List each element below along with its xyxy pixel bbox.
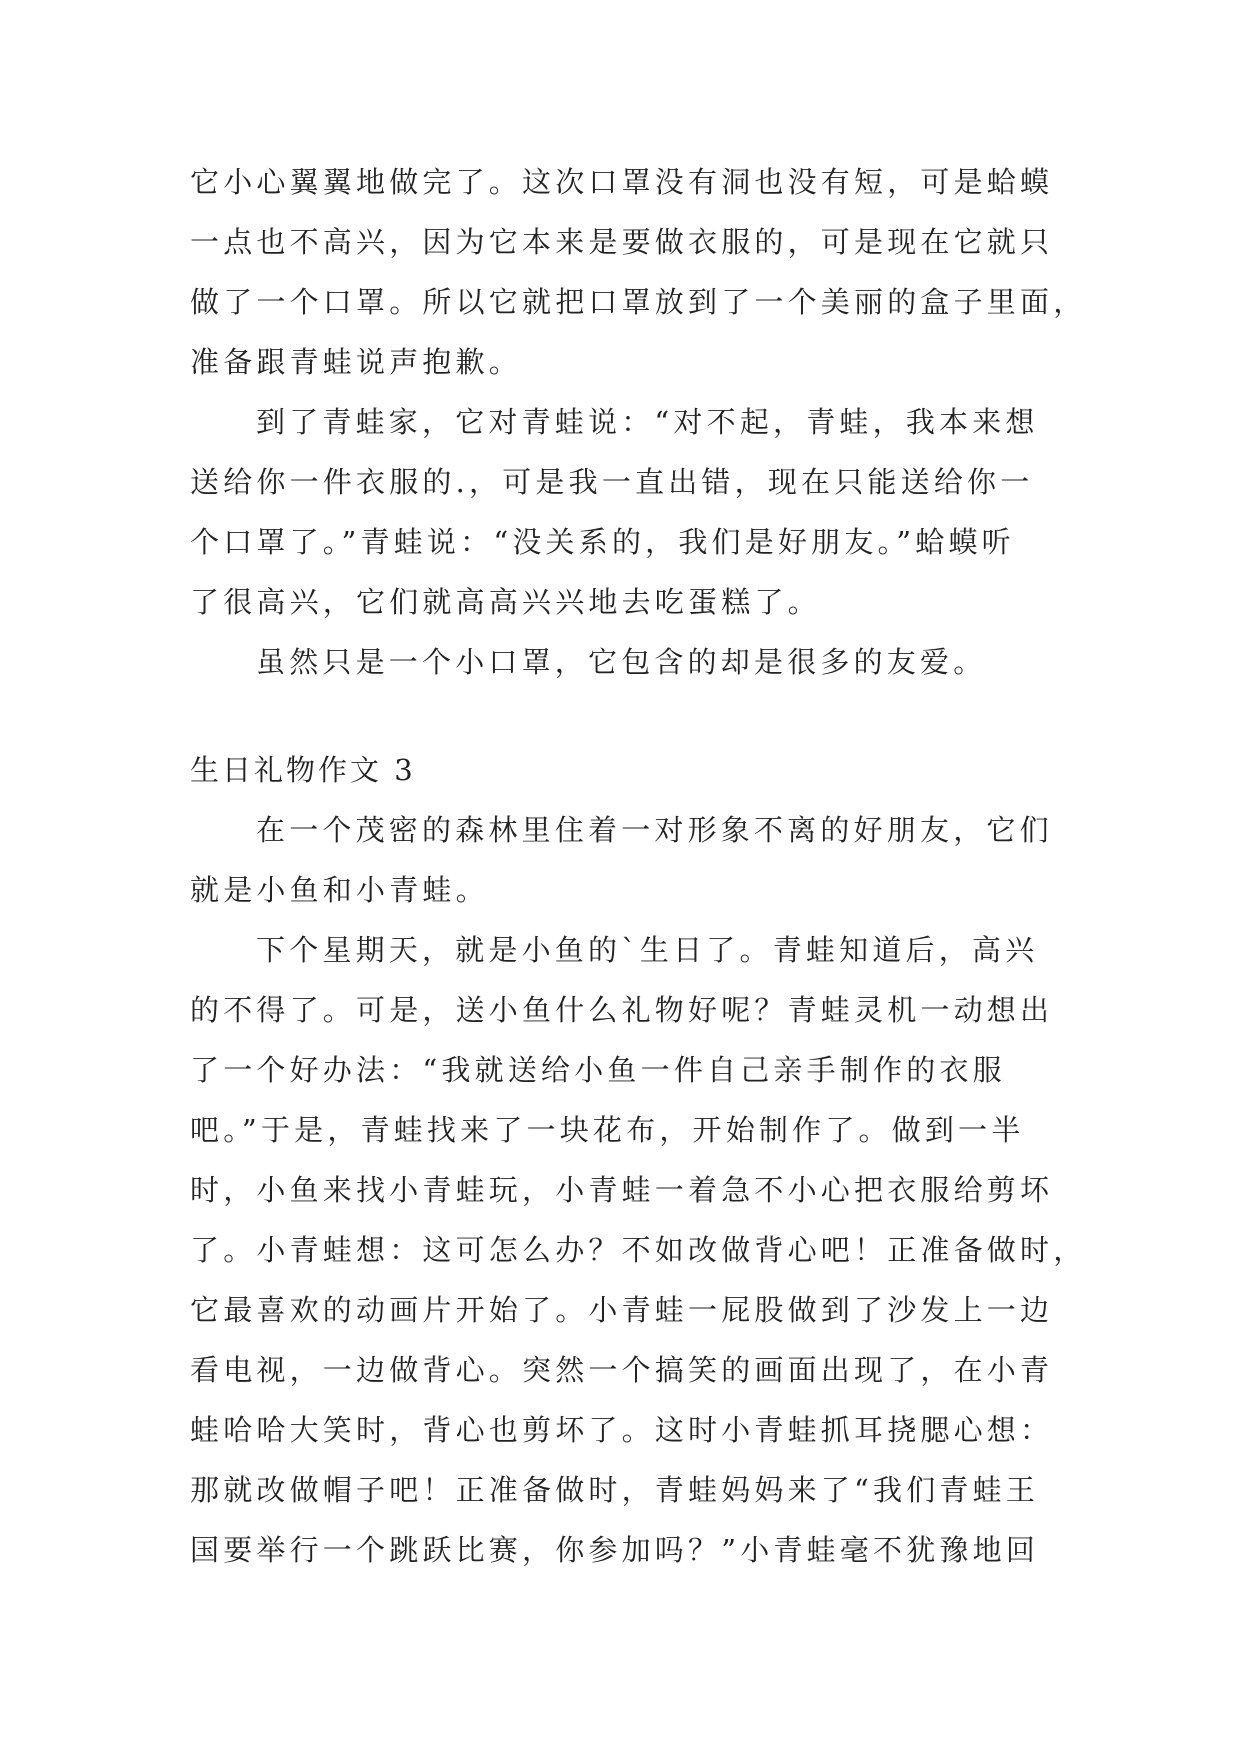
paragraph-line: 个口罩了。”青蛙说：“没关系的，我们是好朋友。”蛤蟆听 xyxy=(190,525,1015,559)
section-heading: 生日礼物作文 3 xyxy=(190,753,416,787)
paragraph-line: 到了青蛙家，它对青蛙说：“对不起，青蛙，我本来想 xyxy=(256,405,1039,439)
paragraph-line: 送给你一件衣服的.，可是我一直出错，现在只能送给你一 xyxy=(190,465,1034,499)
paragraph-line: 在一个茂密的森林里住着一对形象不离的好朋友，它们 xyxy=(256,813,1053,847)
paragraph-line: 时，小鱼来找小青蛙玩，小青蛙一着急不小心把衣服给剪坏 xyxy=(190,1173,1054,1207)
paragraph-line: 了很高兴，它们就高高兴兴地去吃蛋糕了。 xyxy=(190,585,821,619)
paragraph-line: 看电视，一边做背心。突然一个搞笑的画面出现了，在小青 xyxy=(190,1353,1054,1387)
paragraph-line: 虽然只是一个小口罩，它包含的却是很多的友爱。 xyxy=(256,645,987,679)
paragraph-line: 国要举行一个跳跃比赛，你参加吗？”小青蛙毫不犹豫地回 xyxy=(190,1533,1040,1567)
paragraph-line: 了。小青蛙想：这可怎么办？不如改做背心吧！正准备做时， xyxy=(190,1233,1087,1267)
paragraph-line: 做了一个口罩。所以它就把口罩放到了一个美丽的盒子里面， xyxy=(190,285,1087,319)
paragraph-line: 那就改做帽子吧！正准备做时，青蛙妈妈来了“我们青蛙王 xyxy=(190,1473,1040,1507)
paragraph-line: 就是小鱼和小青蛙。 xyxy=(190,873,489,907)
paragraph-line: 吧。”于是，青蛙找来了一块花布，开始制作了。做到一半 xyxy=(190,1113,1025,1147)
paragraph-line: 一点也不高兴，因为它本来是要做衣服的，可是现在它就只 xyxy=(190,225,1054,259)
paragraph-line: 它小心翼翼地做完了。这次口罩没有洞也没有短，可是蛤蟆 xyxy=(190,165,1054,199)
paragraph-line: 它最喜欢的动画片开始了。小青蛙一屁股做到了沙发上一边 xyxy=(190,1293,1054,1327)
paragraph-line: 下个星期天，就是小鱼的`生日了。青蛙知道后，高兴 xyxy=(256,933,1039,967)
paragraph-line: 的不得了。可是，送小鱼什么礼物好呢？青蛙灵机一动想出 xyxy=(190,993,1054,1027)
paragraph-line: 准备跟青蛙说声抱歉。 xyxy=(190,345,523,379)
paragraph-line: 蛙哈哈大笑时，背心也剪坏了。这时小青蛙抓耳挠腮心想： xyxy=(190,1413,1054,1447)
paragraph-line: 了一个好办法：“我就送给小鱼一件自己亲手制作的衣服 xyxy=(190,1053,1006,1087)
